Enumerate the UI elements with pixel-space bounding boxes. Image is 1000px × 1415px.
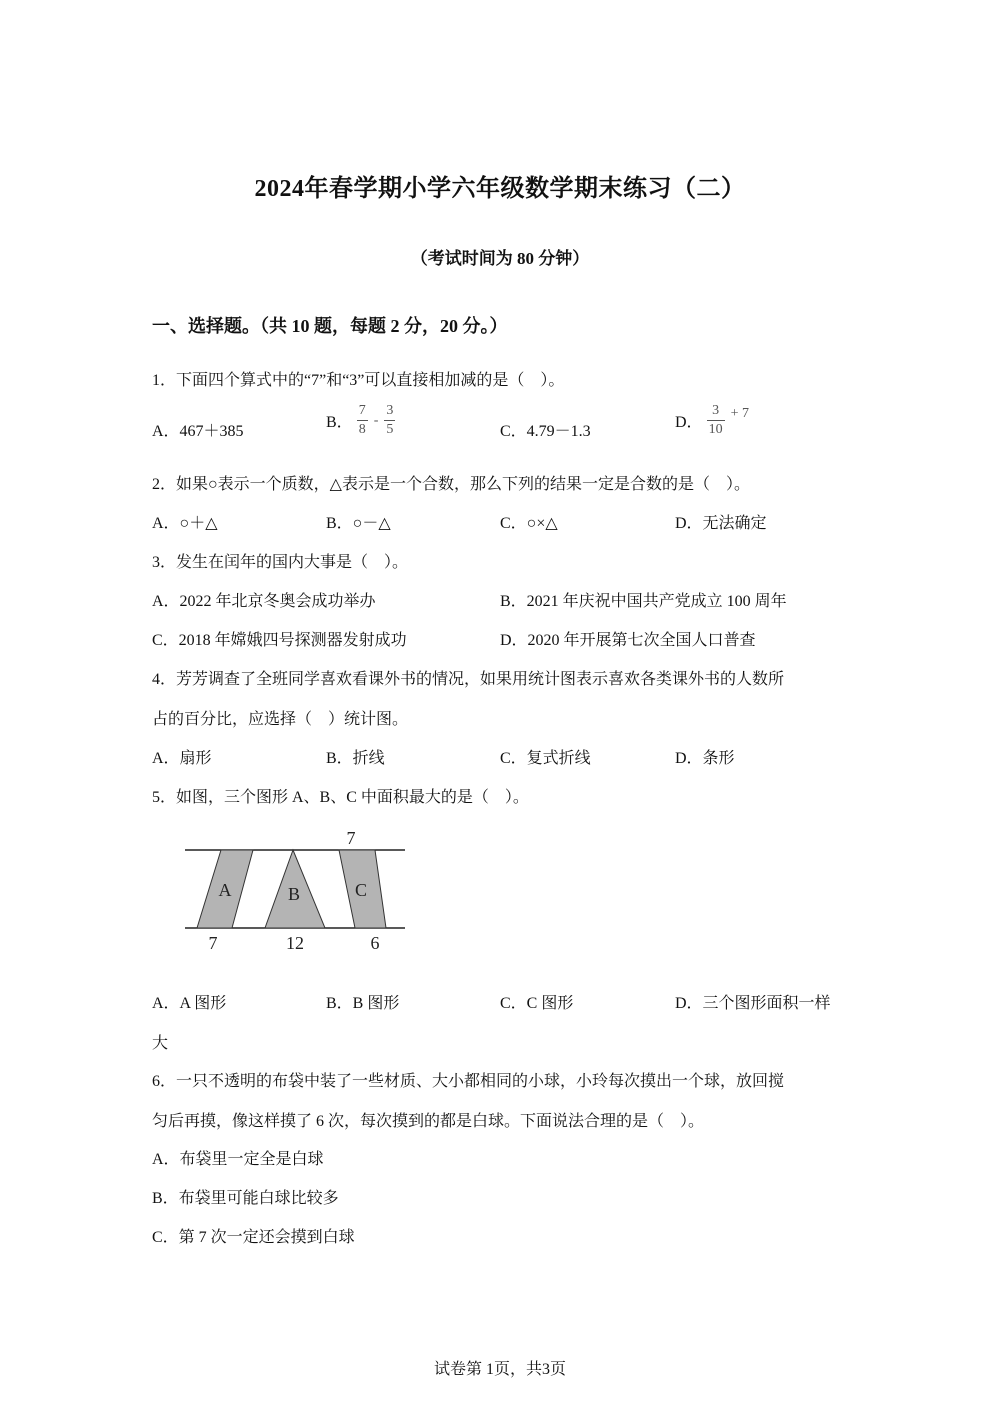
page-title: 2024年春学期小学六年级数学期末练习（二） bbox=[254, 176, 746, 202]
question-1-stem: 1．下面四个算式中的“7”和“3”可以直接相加减的是（ ）。 bbox=[152, 372, 565, 389]
fraction bbox=[707, 404, 725, 437]
question-4-stem-line2: 占的百分比，应选择（ ）统计图。 bbox=[152, 711, 409, 728]
question-2-stem: 2．如果○表示一个质数，△表示是一个合数，那么下列的结果一定是合数的是（ ）。 bbox=[152, 476, 750, 493]
question-6-option-c: C．第 7 次一定还会摸到白球 bbox=[152, 1229, 355, 1246]
question-4-option-a: A．扇形 bbox=[152, 750, 212, 767]
question-2-option-b: B．○－△ bbox=[326, 515, 391, 532]
question-6-option-a: A．布袋里一定全是白球 bbox=[152, 1151, 324, 1168]
shape-a-label: A bbox=[218, 880, 232, 900]
question-3-stem: 3．发生在闰年的国内大事是（ ）。 bbox=[152, 554, 409, 571]
question-4-option-d: D．条形 bbox=[675, 750, 735, 767]
question-5-stem: 5．如图，三个图形 A、B、C 中面积最大的是（ ）。 bbox=[152, 789, 529, 806]
question-3-option-b: B．2021 年庆祝中国共产党成立 100 周年 bbox=[500, 593, 787, 610]
question-6-option-b: B．布袋里可能白球比较多 bbox=[152, 1190, 339, 1207]
question-1-option-d bbox=[675, 404, 751, 437]
fraction-numerator: 7 bbox=[357, 404, 368, 421]
operator: - bbox=[373, 412, 379, 428]
question-4-stem-line1: 4．芳芳调查了全班同学喜欢看课外书的情况，如果用统计图表示喜欢各类课外书的人数所 bbox=[152, 671, 785, 688]
page-footer: 试卷第 1页，共3页 bbox=[433, 1361, 566, 1378]
fraction-denominator: 8 bbox=[358, 422, 366, 437]
question-5-option-d-continued: 大 bbox=[152, 1035, 169, 1052]
question-2-option-c: C．○×△ bbox=[500, 515, 558, 532]
fraction-denominator: 10 bbox=[708, 422, 723, 437]
question-1-option-a: A．467＋385 bbox=[152, 423, 244, 440]
question-6-stem-line2: 匀后再摸，像这样摸了 6 次，每次摸到的都是白球。下面说法合理的是（ ）。 bbox=[152, 1113, 705, 1130]
option-b-prefix: B． bbox=[326, 414, 353, 431]
fraction-numerator: 3 bbox=[707, 404, 725, 421]
question-6-stem-line1: 6．一只不透明的布袋中装了一些材质、大小都相同的小球，小玲每次摸出一个球，放回搅 bbox=[152, 1073, 785, 1090]
question-5-option-d: D．三个图形面积一样 bbox=[675, 995, 831, 1012]
fraction bbox=[384, 404, 395, 437]
question-5-option-a: A．A 图形 bbox=[152, 995, 227, 1012]
question-5-option-b: B．B 图形 bbox=[326, 995, 400, 1012]
section-heading: 一、选择题。（共 10 题，每题 2 分，20 分。） bbox=[152, 316, 508, 336]
question-4-option-c: C．复式折线 bbox=[500, 750, 591, 767]
question-3-option-c: C．2018 年嫦娥四号探测器发射成功 bbox=[152, 632, 407, 649]
question-2-option-d: D．无法确定 bbox=[675, 515, 767, 532]
question-3-option-a: A．2022 年北京冬奥会成功举办 bbox=[152, 593, 376, 610]
question-4-option-b: B．折线 bbox=[326, 750, 385, 767]
question-1-option-c: C．4.79－1.3 bbox=[500, 423, 591, 440]
shape-a-bottom-length: 7 bbox=[208, 933, 218, 953]
shape-b-bottom-length: 12 bbox=[286, 933, 304, 953]
shape-c-bottom-length: 6 bbox=[370, 933, 380, 953]
question-1-option-b bbox=[326, 404, 395, 437]
option-d-prefix: D． bbox=[675, 414, 703, 431]
fraction-denominator: 5 bbox=[386, 422, 394, 437]
fraction-numerator: 3 bbox=[384, 404, 395, 421]
fraction bbox=[357, 404, 368, 437]
operator: + 7 bbox=[730, 405, 749, 421]
question-2-option-a: A．○＋△ bbox=[152, 515, 218, 532]
shape-b-label: B bbox=[287, 884, 301, 904]
shape-c-top-length: 7 bbox=[346, 828, 356, 848]
parallel-lines-figure bbox=[175, 822, 415, 957]
shape-c-label: C bbox=[354, 880, 368, 900]
exam-time: （考试时间为 80 分钟） bbox=[410, 249, 590, 268]
question-3-option-d: D．2020 年开展第七次全国人口普查 bbox=[500, 632, 756, 649]
question-5-option-c: C．C 图形 bbox=[500, 995, 574, 1012]
